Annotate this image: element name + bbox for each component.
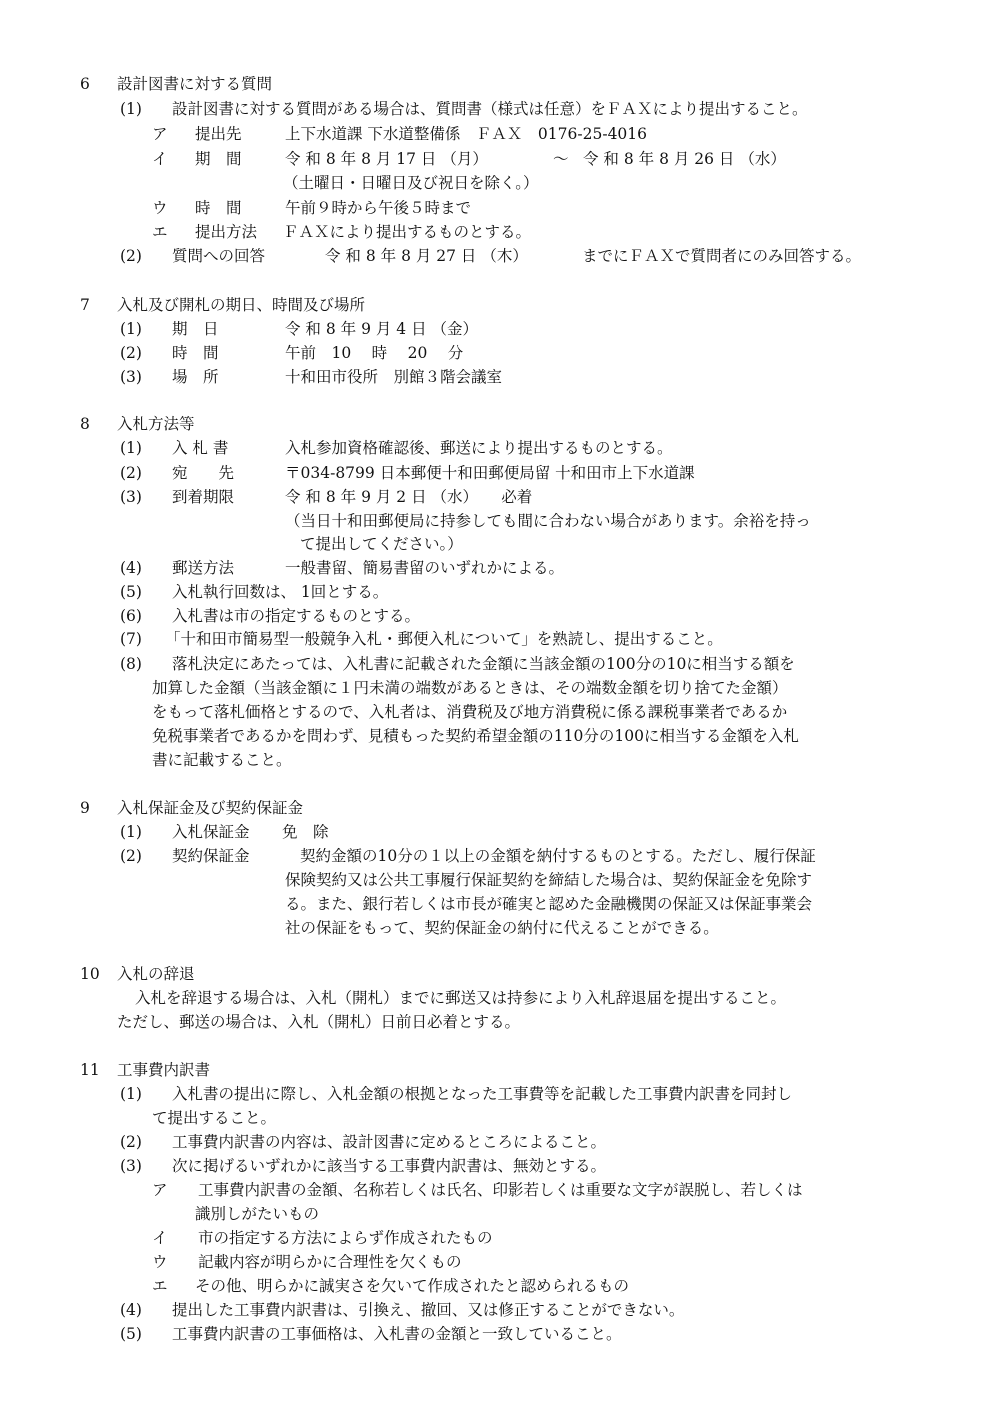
item-label: 到着期限	[172, 488, 235, 506]
item-number: (6)	[120, 607, 142, 625]
item-label: 入札保証金	[172, 823, 250, 841]
item-number: (2)	[120, 344, 142, 362]
item-text: 入札書の提出に際し、入札金額の根拠となった工事費等を記載した工事費内訳書を同封し	[172, 1085, 793, 1103]
item-label: 宛 先	[172, 464, 235, 482]
sub-item-text: その他、明らかに誠実さを欠いて作成されたと認められるもの	[195, 1277, 630, 1295]
sub-item-value: ＦＡＸにより提出するものとする。	[283, 223, 532, 241]
item-number: (4)	[120, 1301, 142, 1319]
sub-item-mark: ア	[152, 125, 168, 143]
item-number: (2)	[120, 847, 142, 865]
section-number: 8	[80, 415, 90, 433]
item-number: (2)	[120, 464, 142, 482]
item-text: 落札決定にあたっては、入札書に記載された金額に当該金額の100分の10に相当する額を	[172, 655, 795, 673]
item-text: 入札執行回数は、 1回とする。	[172, 583, 389, 601]
period-tilde: ～	[553, 150, 569, 168]
item-text: 入札書は市の指定するものとする。	[172, 607, 421, 625]
item-number: (3)	[120, 368, 142, 386]
sub-item-text: 識別しがたいもの	[195, 1205, 320, 1223]
sub-item-label: 提出先	[195, 125, 242, 143]
item-number: (1)	[120, 320, 142, 338]
paragraph-text: 入札を辞退する場合は、入札（開札）までに郵送又は持参により入札辞退届を提出すること。	[135, 989, 787, 1007]
item-number: (4)	[120, 559, 142, 577]
item-number: (3)	[120, 488, 142, 506]
sub-item-mark: イ	[152, 1229, 168, 1247]
item-text: る。また、銀行若しくは市長が確実と認めた金融機関の保証又は保証事業会	[285, 895, 813, 913]
item-note: （当日十和田郵便局に持参しても間に合わない場合があります。余裕を持っ	[285, 512, 811, 530]
item-label: 期 日	[172, 320, 219, 338]
item-number: (1)	[120, 439, 142, 457]
section-title: 入札保証金及び契約保証金	[117, 799, 304, 817]
sub-item-mark: ウ	[152, 1253, 168, 1271]
item-value: 十和田市役所 別館３階会議室	[285, 368, 503, 386]
sub-item-mark: ア	[152, 1181, 168, 1199]
section-title: 入札方法等	[117, 415, 195, 433]
item-number: (2)	[120, 1133, 142, 1151]
section-title: 入札及び開札の期日、時間及び場所	[117, 296, 366, 314]
item-label: 時 間	[172, 344, 219, 362]
item-value: 午前 10 時 20 分	[285, 344, 464, 362]
item-text: 契約金額の10分の１以上の金額を納付するものとする。ただし、履行保証	[300, 847, 816, 865]
item-text: 提出した工事費内訳書は、引換え、撤回、又は修正することができない。	[172, 1301, 685, 1319]
item-number: (1)	[120, 100, 142, 118]
section-number: 7	[80, 296, 90, 314]
sub-item-mark: エ	[152, 223, 168, 241]
item-number: (7)	[120, 630, 142, 648]
item-text: 社の保証をもって、契約保証金の納付に代えることができる。	[285, 919, 719, 937]
item-text: 次に掲げるいずれかに該当する工事費内訳書は、無効とする。	[172, 1157, 607, 1175]
item-value: 一般書留、簡易書留のいずれかによる。	[285, 559, 565, 577]
answer-date: 令 和 8 年 8 月 27 日 （木）	[325, 247, 528, 265]
sub-item-mark: イ	[152, 150, 168, 168]
item-label: 入 札 書	[172, 439, 229, 457]
sub-item-text: 工事費内訳書の金額、名称若しくは氏名、印影若しくは重要な文字が誤脱し、若しくは	[198, 1181, 803, 1199]
period-end: 令 和 8 年 8 月 26 日 （水）	[583, 150, 786, 168]
item-value: 入札参加資格確認後、郵送により提出するものとする。	[285, 439, 673, 457]
item-value: 令 和 8 年 9 月 2 日 （水） 必着	[285, 488, 533, 506]
item-text: 「十和田市簡易型一般競争入札・郵便入札について」を熟読し、提出すること。	[165, 630, 723, 648]
item-text: て提出すること。	[152, 1109, 277, 1127]
section-number: 10	[80, 965, 100, 983]
section-title: 工事費内訳書	[117, 1061, 211, 1079]
item-number: (1)	[120, 1085, 142, 1103]
item-number: (2)	[120, 247, 142, 265]
item-number: (3)	[120, 1157, 142, 1175]
item-number: (8)	[120, 655, 142, 673]
sub-item-text: 記載内容が明らかに合理性を欠くもの	[198, 1253, 462, 1271]
item-label: 郵送方法	[172, 559, 235, 577]
item-text: 保険契約又は公共工事履行保証契約を締結した場合は、契約保証金を免除す	[285, 871, 813, 889]
sub-item-label: 提出方法	[195, 223, 258, 241]
sub-item-mark: ウ	[152, 199, 168, 217]
item-value: 令 和 8 年 9 月 4 日 （金）	[285, 320, 479, 338]
item-text: 加算した金額（当該金額に１円未満の端数があるときは、その端数金額を切り捨てた金額）	[152, 679, 788, 697]
item-value: 免 除	[282, 823, 329, 841]
section-number: 6	[80, 75, 90, 93]
item-number: (5)	[120, 1325, 142, 1343]
item-text: 免税事業者であるかを問わず、見積もった契約希望金額の110分の100に相当する金額を入札	[152, 727, 799, 745]
sub-item-value: 上下水道課 下水道整備係 ＦＡＸ 0176-25-4016	[285, 125, 648, 143]
item-text: までにＦＡＸで質問者にのみ回答する。	[582, 247, 862, 265]
item-label: 質問への回答	[172, 247, 266, 265]
section-number: 11	[80, 1061, 100, 1079]
paragraph-text: ただし、郵送の場合は、入札（開札）日前日必着とする。	[117, 1013, 521, 1031]
item-text: 書に記載すること。	[152, 751, 292, 769]
item-number: (5)	[120, 583, 142, 601]
sub-item-text: 市の指定する方法によらず作成されたもの	[198, 1229, 493, 1247]
item-label: 場 所	[172, 368, 219, 386]
item-text: 設計図書に対する質問がある場合は、質問書（様式は任意）をＦＡＸにより提出すること。	[172, 100, 808, 118]
section-title: 設計図書に対する質問	[117, 75, 273, 93]
sub-item-label: 期 間	[195, 150, 242, 168]
period-start: 令 和 8 年 8 月 17 日 （月）	[285, 150, 488, 168]
section-number: 9	[80, 799, 90, 817]
sub-item-label: 時 間	[195, 199, 242, 217]
section-title: 入札の辞退	[117, 965, 195, 983]
item-value: 〒034-8799 日本郵便十和田郵便局留 十和田市上下水道課	[285, 464, 695, 482]
period-note: （土曜日・日曜日及び祝日を除く。）	[283, 174, 539, 192]
sub-item-mark: エ	[152, 1277, 168, 1295]
item-number: (1)	[120, 823, 142, 841]
item-text: 工事費内訳書の工事価格は、入札書の金額と一致していること。	[172, 1325, 622, 1343]
item-label: 契約保証金	[172, 847, 250, 865]
item-note: て提出してください。）	[300, 535, 463, 553]
item-text: をもって落札価格とするので、入札者は、消費税及び地方消費税に係る課税事業者であるか	[152, 703, 788, 721]
sub-item-value: 午前９時から午後５時まで	[285, 199, 472, 217]
item-text: 工事費内訳書の内容は、設計図書に定めるところによること。	[172, 1133, 607, 1151]
